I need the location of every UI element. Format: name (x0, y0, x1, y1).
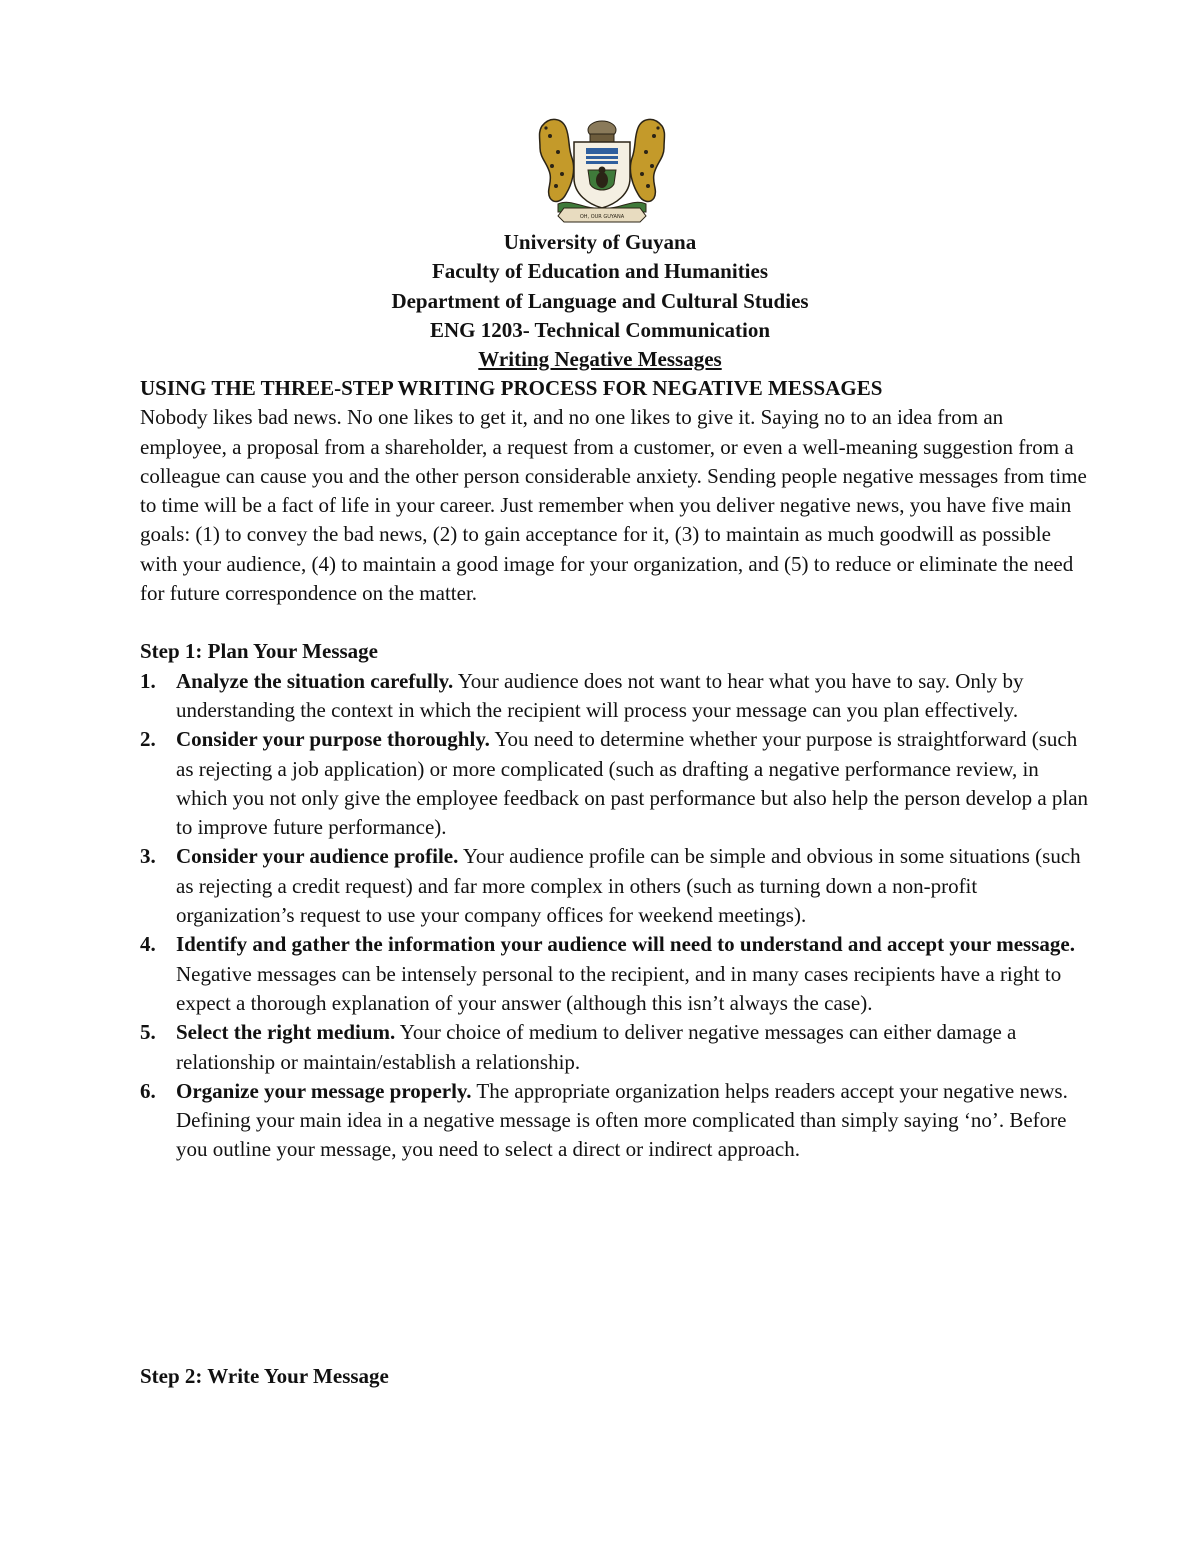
list-item-number: 2. (140, 727, 156, 752)
department-name: Department of Language and Cultural Studies (391, 288, 809, 313)
list-item-text: Your choice of medium to deliver negative messages can either damage a relationship or maintain/establish a relationship. (176, 1020, 1017, 1074)
list-item-lead: Analyze the situation carefully. (176, 668, 454, 693)
step1-heading: Step 1: Plan Your Message (140, 639, 378, 664)
list-item (140, 725, 1090, 842)
list-item-text: You need to determine whether your purpose is straightforward (such as rejecting a job application) or more complicated (such as drafting a negative performance review, in which you not only give the employee feedback on past performance but also help the person develop a plan to improve future performance). (176, 727, 1089, 840)
list-item (140, 667, 1090, 726)
list-item-lead: Identify and gather the information your audience will need to understand and accept your message. (176, 932, 1075, 957)
list-item (140, 930, 1090, 1018)
list-item-number: 3. (140, 844, 156, 869)
intro-paragraph: Nobody likes bad news. No one likes to get it, and no one likes to give it. Saying no to an idea from an employee, a proposal from a shareholder, a request from a customer, or even a well-meaning suggestion from a colleague can cause you and the other person considerable anxiety. Sending people negative messages from time to time will be a fact of life in your career. Just remember when you deliver negative news, you have five main goals: (1) to convey the bad news, (2) to gain acceptance for it, (3) to maintain as much goodwill as possible with your audience, (4) to maintain a good image for your organization, and (5) to reduce or eliminate the need for future correspondence on the matter. (140, 405, 1087, 606)
list-item-text: The appropriate organization helps readers accept your negative news. Defining your main idea in a negative message is often more complicated than simply saying ‘no’. Before you outline your message, you need to select a direct or indirect approach. (176, 1078, 1068, 1162)
list-item-text: Negative messages can be intensely personal to the recipient, and in many cases recipients have a right to expect a thorough explanation of your answer (although this isn’t always the case). (176, 961, 1062, 1015)
list-item-lead: Organize your message properly. (176, 1078, 472, 1103)
list-item-text: Your audience does not want to hear what you have to say. Only by understanding the context in which the recipient will process your message can you plan effectively. (176, 668, 1024, 722)
list-item-lead: Select the right medium. (176, 1020, 396, 1045)
list-item (140, 1018, 1090, 1077)
list-item-lead: Consider your audience profile. (176, 844, 459, 869)
crest-banner-text: OH, OUR GUYANA (579, 214, 625, 220)
step1-list (140, 667, 1090, 1165)
document-title: Writing Negative Messages (478, 347, 722, 372)
faculty-name: Faculty of Education and Humanities (431, 259, 769, 284)
list-item-number: 5. (140, 1020, 156, 1045)
list-item-lead: Consider your purpose thoroughly. (176, 727, 490, 752)
university-coat-of-arms-icon (528, 108, 676, 224)
list-item-number: 6. (140, 1078, 156, 1103)
document-header (0, 228, 1200, 374)
paragraph-spacer (140, 608, 1090, 637)
university-name: University of Guyana (503, 230, 697, 254)
step2-heading: Step 2: Write Your Message (140, 1364, 389, 1388)
list-item-number: 4. (140, 932, 156, 957)
list-item (140, 1077, 1090, 1165)
intro-heading: USING THE THREE-STEP WRITING PROCESS FOR NEGATIVE MESSAGES (140, 376, 883, 400)
list-item-number: 1. (140, 668, 156, 693)
course-name: ENG 1203- Technical Communication (429, 317, 771, 342)
document-body (140, 374, 1090, 1165)
list-item-text: Your audience profile can be simple and obvious in some situations (such as rejecting a credit request) and far more complex in others (such as turning down a non-profit organization’s request to use your company offices for weekend meetings). (176, 844, 1081, 928)
list-item (140, 842, 1090, 930)
